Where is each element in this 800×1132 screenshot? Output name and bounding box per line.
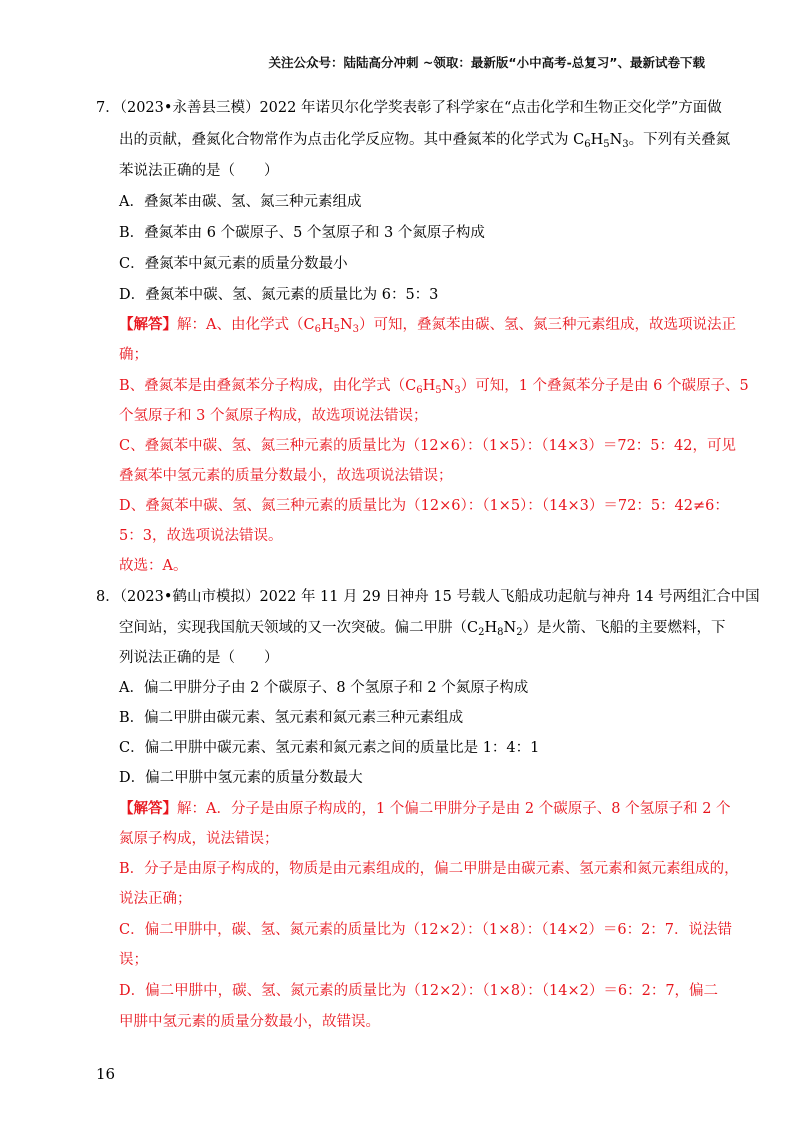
formula-subscript: 3 [352,324,360,335]
formula-subscript: 5 [435,385,442,396]
q7-answer-text-3-end: ）可知，1 个叠氮苯分子是由 6 个碳原子、5 [460,378,749,394]
q7-option-b: B．叠氮苯由 6 个碳原子、5 个氢原子和 3 个氮原子构成 [119,225,485,241]
q8-answer-line-4: 说法正确； [119,891,192,907]
q8-stem-line-3: 列说法正确的是（ ） [119,650,279,666]
formula-subscript: 2 [478,627,485,638]
q7-answer-line-8: 5：3，故选项说法错误。 [119,528,283,544]
q8-answer-line-6: 误； [119,952,148,968]
answer-tag: 【解答】 [119,800,177,817]
q7-option-a: A．叠氮苯由碳、氢、氮三种元素组成 [119,194,362,210]
q7-stem-text-2: 出的贡献，叠氮化合物常作为点击化学反应物。其中叠氮苯的化学式为 C [119,132,585,148]
q7-stem-line-3: 苯说法正确的是（ ） [119,163,279,179]
q7-stem-text-1: （2023•永善县三模）2022 年诺贝尔化学奖表彰了科学家在“点击化学和生物正交化学”方面做 [119,100,722,116]
q7-option-d: D．叠氮苯中碳、氢、氮元素的质量比为 6：5：3 [119,287,439,303]
q8-answer-line-2: 氮原子构成，说法错误； [119,831,279,847]
page-number: 16 [96,1065,116,1083]
formula-subscript: 6 [584,139,591,150]
q8-stem-text-1: （2023•鹤山市模拟）2022 年 11 月 29 日神舟 15 号载人飞船成功起航与神舟 14 号两组汇合中国 [119,589,760,605]
formula-subscript: 3 [622,139,629,150]
q7-answer-text-1-end: ）可知，叠氮苯由碳、氢、氮三种元素组成，故选项说法正 [359,317,737,333]
q8-number: 8． [96,589,120,605]
page-header: 关注公众号：陆陆高分冲刺 ~领取：最新版“小中高考-总复习”、最新试卷下载 [268,55,705,70]
formula-element: N [503,620,517,636]
q7-answer-line-1 [119,315,736,335]
q7-answer-text-3: B、叠氮苯是由叠氮苯分子构成，由化学式（C [119,378,417,394]
q8-answer-line-7: D．偏二甲肼中，碳、氢、氮元素的质量比为（12×2）：（1×8）：（14×2）＝6：2：7，偏二 [119,983,719,999]
formula-element: H [590,132,604,148]
formula-element: N [339,317,353,333]
q8-option-d: D．偏二甲肼中氢元素的质量分数最大 [119,770,363,786]
q8-answer-line-1 [119,799,731,819]
formula-element: H [484,620,498,636]
q7-answer-line-6: 叠氮苯中氢元素的质量分数最小，故选项说法错误； [119,468,453,484]
formula-subscript: 6 [416,385,423,396]
q8-answer-text-1: 解：A．分子是由原子构成的，1 个偏二甲肼分子是由 2 个碳原子、8 个氢原子和 2 个 [177,801,731,817]
q8-stem-line-1 [96,587,760,607]
q7-final-choice: 故选：A。 [119,558,188,574]
q7-number: 7． [96,100,120,116]
formula-element: N [609,132,623,148]
q7-option-c: C．叠氮苯中氮元素的质量分数最小 [119,256,348,272]
q8-stem-line-2 [119,618,726,638]
answer-tag: 【解答】 [119,316,177,333]
q8-answer-line-3: B．分子是由原子构成的，物质是由元素组成的，偏二甲肼是由碳元素、氢元素和氮元素组成的， [119,861,739,877]
formula-element: N [441,378,455,394]
q8-option-b: B．偏二甲肼由碳元素、氢元素和氮元素三种元素组成 [119,710,464,726]
formula-element: H [320,317,334,333]
q8-answer-line-5: C．偏二甲肼中，碳、氢、氮元素的质量比为（12×2）：（1×8）：（14×2）＝6：2：7．说法错 [119,922,733,938]
q7-answer-line-7: D、叠氮苯中碳、氢、氮三种元素的质量比为（12×6）：（1×5）：（14×3）＝72：5：42≠6： [119,498,729,514]
q7-answer-line-4: 个氢原子和 3 个氮原子构成，故选项说法错误； [119,408,428,424]
formula-subscript: 6 [314,324,321,335]
formula-subscript: 8 [497,627,504,638]
formula-subscript: 5 [333,324,340,335]
formula-subscript: 5 [603,139,610,150]
formula-subscript: 2 [516,627,523,638]
q8-option-c: C．偏二甲肼中碳元素、氢元素和氮元素之间的质量比是 1：4：1 [119,740,540,756]
formula-element: H [422,378,436,394]
q7-stem-text-2-end: 。下列有关叠氮 [628,132,731,148]
q7-answer-text-1: 解：A、由化学式（C [177,317,315,333]
q7-answer-line-5: C、叠氮苯中碳、氢、氮三种元素的质量比为（12×6）：（1×5）：（14×3）＝72：5：42，可见 [119,438,736,454]
q8-stem-text-2-end: ）是火箭、飞船的主要燃料，下 [522,620,726,636]
q8-stem-text-2: 空间站，实现我国航天领域的又一次突破。偏二甲肼（C [119,620,479,636]
q7-answer-line-3 [119,376,749,396]
q7-stem-line-2 [119,130,730,150]
q8-option-a: A．偏二甲肼分子由 2 个碳原子、8 个氢原子和 2 个氮原子构成 [119,680,529,696]
q7-stem-line-1 [96,98,722,118]
formula-subscript: 3 [454,385,461,396]
q8-answer-line-8: 甲肼中氢元素的质量分数最小，故错误。 [119,1014,380,1030]
q7-answer-line-2: 确； [119,347,148,363]
